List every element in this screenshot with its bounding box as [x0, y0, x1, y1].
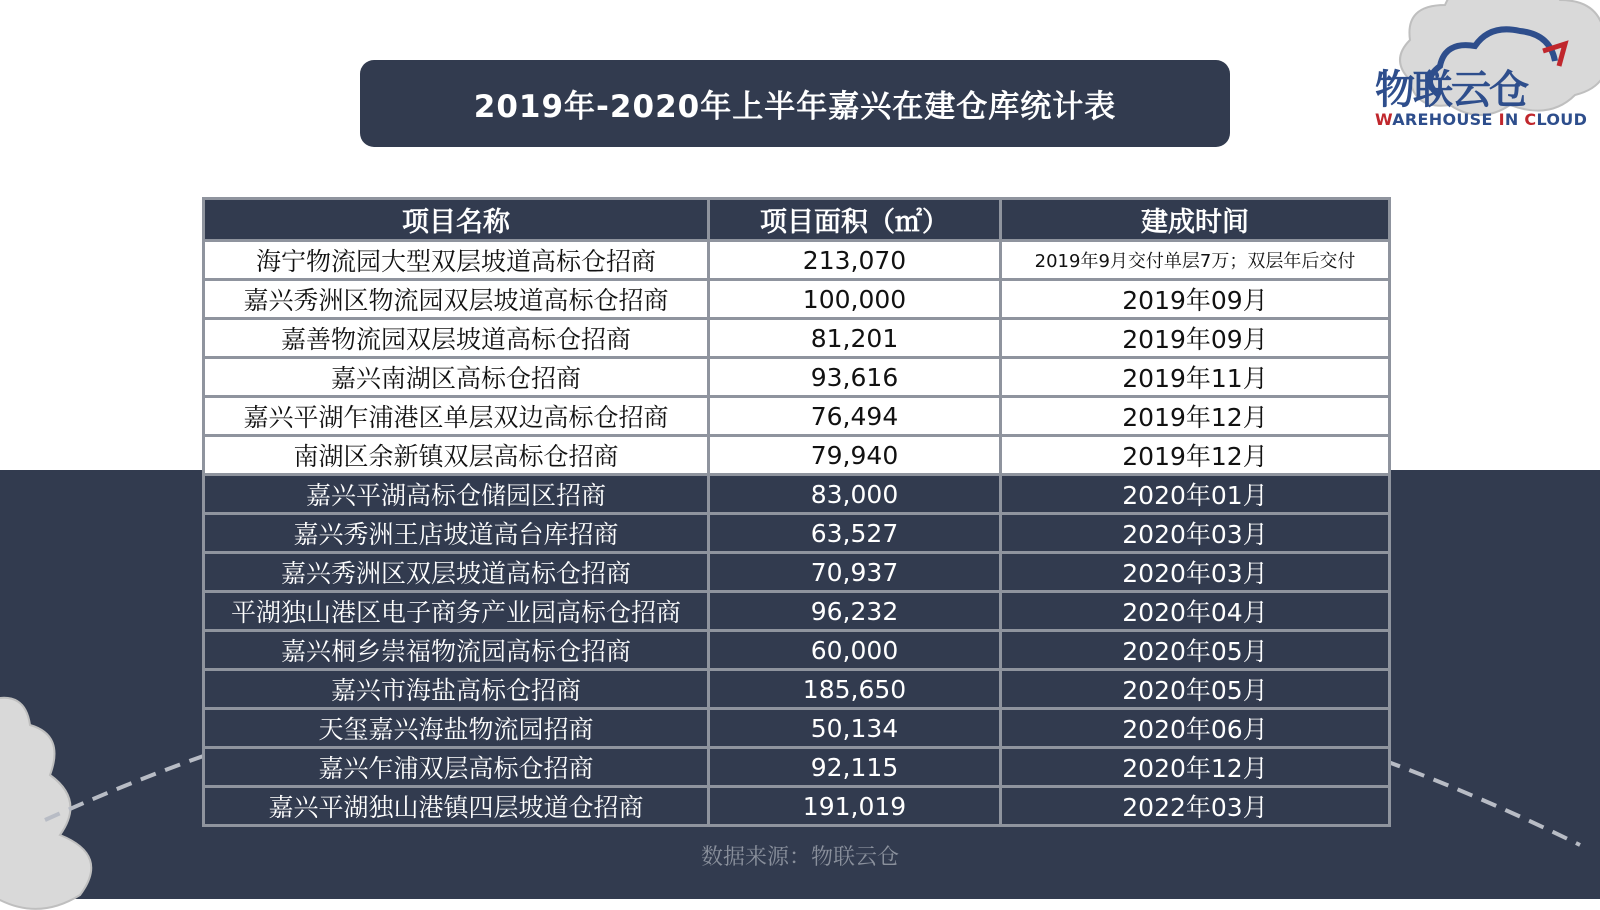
project-name-cell: 南湖区余新镇双层高标仓招商	[204, 436, 709, 475]
project-name-cell: 天玺嘉兴海盐物流园招商	[204, 709, 709, 748]
area-cell: 81,201	[709, 319, 1001, 358]
project-name-cell: 嘉兴秀洲区物流园双层坡道高标仓招商	[204, 280, 709, 319]
area-cell: 213,070	[709, 241, 1001, 280]
table-row	[204, 514, 1390, 553]
project-name-cell: 嘉兴平湖乍浦港区单层双边高标仓招商	[204, 397, 709, 436]
cloud-decoration-bottom-left-icon	[0, 690, 140, 910]
company-logo	[1375, 28, 1588, 133]
project-name-cell: 嘉兴平湖独山港镇四层坡道仓招商	[204, 787, 709, 826]
area-cell: 92,115	[709, 748, 1001, 787]
area-cell: 63,527	[709, 514, 1001, 553]
column-header-area: 项目面积（㎡）	[709, 199, 1001, 241]
table-row	[204, 631, 1390, 670]
table-row	[204, 475, 1390, 514]
completion-time-cell: 2020年03月	[1001, 514, 1390, 553]
completion-time-cell: 2019年11月	[1001, 358, 1390, 397]
table-row	[204, 709, 1390, 748]
completion-time-cell: 2019年9月交付单层7万；双层年后交付	[1001, 241, 1390, 280]
area-cell: 191,019	[709, 787, 1001, 826]
area-cell: 185,650	[709, 670, 1001, 709]
table-row	[204, 397, 1390, 436]
table-row	[204, 319, 1390, 358]
table-row	[204, 670, 1390, 709]
project-name-cell: 嘉兴桐乡崇福物流园高标仓招商	[204, 631, 709, 670]
table-row	[204, 592, 1390, 631]
completion-time-cell: 2019年09月	[1001, 280, 1390, 319]
data-source-note: 数据来源：物联云仓	[700, 845, 899, 870]
table-row	[204, 748, 1390, 787]
completion-time-cell: 2020年03月	[1001, 553, 1390, 592]
completion-time-cell: 2022年03月	[1001, 787, 1390, 826]
completion-time-cell: 2019年09月	[1001, 319, 1390, 358]
completion-time-cell: 2020年04月	[1001, 592, 1390, 631]
project-name-cell: 嘉兴南湖区高标仓招商	[204, 358, 709, 397]
project-name-cell: 嘉兴市海盐高标仓招商	[204, 670, 709, 709]
column-header-project-name: 项目名称	[204, 199, 709, 241]
table-row	[204, 553, 1390, 592]
table-row	[204, 241, 1390, 280]
table-row	[204, 280, 1390, 319]
table-row	[204, 787, 1390, 826]
logo-english-text: WAREHOUSE IN CLOUD	[1375, 110, 1588, 129]
project-name-cell: 嘉善物流园双层坡道高标仓招商	[204, 319, 709, 358]
area-cell: 79,940	[709, 436, 1001, 475]
column-header-completion-time: 建成时间	[1001, 199, 1390, 241]
logo-chinese-text: 物联云仓	[1375, 67, 1527, 113]
project-name-cell: 嘉兴秀洲区双层坡道高标仓招商	[204, 553, 709, 592]
project-name-cell: 平湖独山港区电子商务产业园高标仓招商	[204, 592, 709, 631]
area-cell: 76,494	[709, 397, 1001, 436]
completion-time-cell: 2020年12月	[1001, 748, 1390, 787]
area-cell: 60,000	[709, 631, 1001, 670]
area-cell: 96,232	[709, 592, 1001, 631]
area-cell: 83,000	[709, 475, 1001, 514]
page-title: 2019年-2020年上半年嘉兴在建仓库统计表	[360, 60, 1230, 147]
area-cell: 100,000	[709, 280, 1001, 319]
warehouse-statistics-table	[202, 197, 1391, 827]
table-row	[204, 358, 1390, 397]
completion-time-cell: 2019年12月	[1001, 436, 1390, 475]
area-cell: 93,616	[709, 358, 1001, 397]
completion-time-cell: 2020年05月	[1001, 670, 1390, 709]
table-header-row	[204, 199, 1390, 241]
area-cell: 50,134	[709, 709, 1001, 748]
project-name-cell: 嘉兴秀洲王店坡道高台库招商	[204, 514, 709, 553]
area-cell: 70,937	[709, 553, 1001, 592]
completion-time-cell: 2020年05月	[1001, 631, 1390, 670]
table-row	[204, 436, 1390, 475]
completion-time-cell: 2019年12月	[1001, 397, 1390, 436]
project-name-cell: 嘉兴乍浦双层高标仓招商	[204, 748, 709, 787]
completion-time-cell: 2020年01月	[1001, 475, 1390, 514]
completion-time-cell: 2020年06月	[1001, 709, 1390, 748]
project-name-cell: 嘉兴平湖高标仓储园区招商	[204, 475, 709, 514]
project-name-cell: 海宁物流园大型双层坡道高标仓招商	[204, 241, 709, 280]
